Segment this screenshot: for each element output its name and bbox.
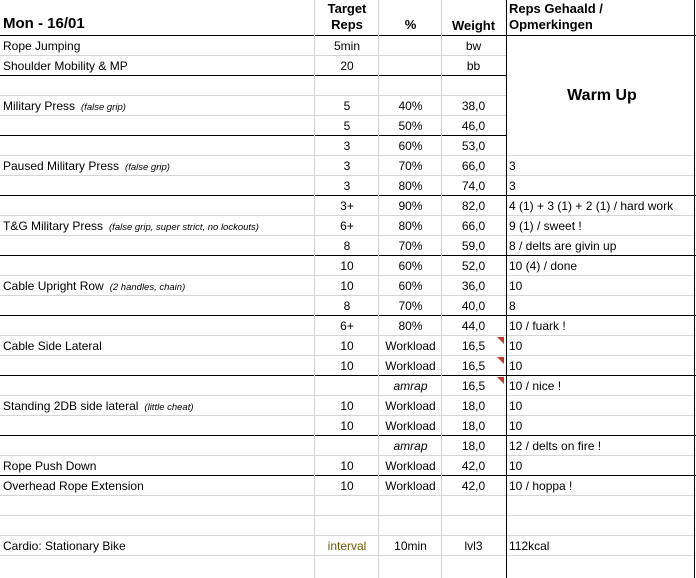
target-reps-cell: 6+ — [340, 219, 354, 233]
exercise-cell — [3, 56, 313, 76]
result-cell: 4 (1) + 3 (1) + 2 (1) / hard work — [509, 199, 674, 213]
result-cell: 10 (4) / done — [509, 259, 578, 273]
result-cell: 10 / hoppa ! — [509, 479, 573, 493]
percent-cell: 80% — [398, 319, 423, 333]
row-divider — [0, 335, 696, 336]
notes-header-line1: Reps Gehaald / — [509, 1, 603, 16]
row-divider — [0, 435, 696, 436]
percent-cell: 50% — [398, 119, 423, 133]
exercise-cell — [3, 456, 313, 476]
result-cell: 10 — [509, 459, 523, 473]
percent-cell: 90% — [398, 199, 423, 213]
weight-cell: 46,0 — [461, 119, 486, 133]
row-divider — [0, 355, 696, 356]
percent-cell: 60% — [398, 279, 423, 293]
percent-cell: 40% — [398, 99, 423, 113]
row-divider — [0, 535, 696, 536]
result-cell: 8 / delts are givin up — [509, 239, 617, 253]
target-reps-cell: 3 — [343, 139, 351, 153]
weight-cell: 38,0 — [461, 99, 486, 113]
percent-cell: Workload — [385, 359, 436, 373]
target-reps-cell: 5 — [343, 119, 351, 133]
result-cell: 10 — [509, 339, 523, 353]
column-divider — [441, 0, 442, 578]
percent-cell: Workload — [385, 419, 436, 433]
exercise-note: (false grip) — [81, 102, 126, 113]
exercise-cell — [3, 536, 313, 556]
target-reps-cell: 3 — [343, 159, 351, 173]
day-title: Mon - 16/01 — [3, 15, 85, 32]
weight-cell: 18,0 — [461, 419, 486, 433]
percent-cell: Workload — [385, 479, 436, 493]
row-divider — [0, 235, 696, 236]
target-reps-cell: 5 — [343, 99, 351, 113]
exercise-name: Shoulder Mobility & MP — [3, 59, 128, 73]
target-reps-header-line1: Target — [327, 1, 367, 16]
result-cell: 10 — [509, 359, 523, 373]
exercise-name: Rope Jumping — [3, 39, 81, 53]
result-cell: 112kcal — [509, 539, 550, 553]
row-divider — [0, 375, 696, 376]
row-divider — [0, 175, 696, 176]
percent-cell: amrap — [393, 439, 428, 453]
target-reps-cell: interval — [327, 539, 367, 553]
target-reps-cell: 10 — [340, 259, 354, 273]
result-cell: 10 / fuark ! — [509, 319, 566, 333]
exercise-name: Cable Side Lateral — [3, 339, 102, 353]
weight-cell: 16,5 — [461, 379, 486, 393]
target-reps-cell: 10 — [340, 479, 354, 493]
weight-cell: 66,0 — [461, 159, 486, 173]
row-divider — [0, 255, 696, 256]
result-cell: 8 — [509, 299, 516, 313]
row-divider — [0, 115, 507, 116]
row-divider — [0, 415, 696, 416]
result-cell: 10 — [509, 419, 523, 433]
weight-cell: 16,5 — [461, 359, 486, 373]
percent-cell: 60% — [398, 139, 423, 153]
percent-cell: 80% — [398, 219, 423, 233]
weight-cell: 66,0 — [461, 219, 486, 233]
result-cell: 9 (1) / sweet ! — [509, 219, 582, 233]
percent-cell: Workload — [385, 399, 436, 413]
column-divider — [378, 0, 379, 578]
row-divider — [0, 315, 696, 316]
percent-cell: 60% — [398, 259, 423, 273]
exercise-name: Paused Military Press — [3, 159, 120, 173]
weight-cell: 82,0 — [461, 199, 486, 213]
row-divider — [0, 95, 507, 96]
row-divider — [0, 475, 696, 476]
result-cell: 10 — [509, 279, 523, 293]
weight-cell: 42,0 — [461, 459, 486, 473]
column-divider — [694, 0, 695, 578]
percent-cell: 80% — [398, 179, 423, 193]
exercise-name: Military Press — [3, 99, 76, 113]
comment-indicator-icon[interactable] — [497, 377, 504, 384]
percent-cell: Workload — [385, 459, 436, 473]
result-cell: 10 — [509, 399, 523, 413]
target-reps-cell: 6+ — [340, 319, 354, 333]
result-cell: 3 — [509, 159, 516, 173]
percent-cell: 70% — [398, 239, 423, 253]
warm-up-label: Warm Up — [567, 87, 637, 104]
row-divider — [0, 155, 696, 156]
target-reps-header-line2: Reps — [331, 17, 363, 32]
weight-cell: 44,0 — [461, 319, 486, 333]
result-cell: 3 — [509, 179, 516, 193]
row-divider — [0, 35, 696, 36]
weight-cell: bb — [466, 59, 481, 73]
weight-cell: 36,0 — [461, 279, 486, 293]
target-reps-cell: 3 — [343, 179, 351, 193]
exercise-cell — [3, 336, 313, 356]
exercise-name: T&G Military Press — [3, 219, 104, 233]
row-divider — [0, 215, 696, 216]
target-reps-cell: 10 — [340, 459, 354, 473]
target-reps-cell: 8 — [343, 299, 351, 313]
column-divider — [314, 0, 315, 578]
target-reps-cell: 3+ — [340, 199, 354, 213]
comment-indicator-icon[interactable] — [497, 357, 504, 364]
row-divider — [0, 455, 696, 456]
weight-cell: lvl3 — [464, 539, 483, 553]
column-divider — [506, 0, 507, 578]
row-divider — [0, 295, 696, 296]
percent-cell: 70% — [398, 299, 423, 313]
exercise-name: Overhead Rope Extension — [3, 479, 144, 493]
target-reps-cell: 10 — [340, 399, 354, 413]
exercise-note: (2 handles, chain) — [109, 282, 186, 293]
percent-cell: 70% — [398, 159, 423, 173]
percent-header: % — [404, 17, 417, 32]
percent-cell: 10min — [394, 539, 427, 553]
weight-cell: 40,0 — [461, 299, 486, 313]
row-divider — [0, 395, 696, 396]
target-reps-cell: 10 — [340, 279, 354, 293]
row-divider — [0, 135, 507, 136]
target-reps-cell: 10 — [340, 339, 354, 353]
weight-header: Weight — [451, 18, 496, 33]
row-divider — [0, 55, 507, 56]
target-reps-cell: 10 — [340, 419, 354, 433]
weight-cell: 16,5 — [461, 339, 486, 353]
weight-cell: 42,0 — [461, 479, 486, 493]
result-cell: 12 / delts on fire ! — [509, 439, 602, 453]
notes-header-line2: Opmerkingen — [509, 17, 593, 32]
row-divider — [0, 495, 696, 496]
weight-cell: 52,0 — [461, 259, 486, 273]
exercise-name: Cardio: Stationary Bike — [3, 539, 126, 553]
target-reps-cell: 5min — [333, 39, 360, 53]
row-divider — [0, 275, 696, 276]
weight-cell: bw — [465, 39, 482, 53]
row-divider — [0, 75, 507, 76]
exercise-name: Rope Push Down — [3, 459, 97, 473]
exercise-cell — [3, 476, 313, 496]
row-divider — [0, 515, 696, 516]
row-divider — [0, 555, 696, 556]
target-reps-cell: 8 — [343, 239, 351, 253]
comment-indicator-icon[interactable] — [497, 337, 504, 344]
weight-cell: 18,0 — [461, 439, 486, 453]
row-divider — [0, 195, 696, 196]
exercise-note: (little cheat) — [144, 402, 194, 413]
exercise-note: (false grip, super strict, no lockouts) — [109, 222, 259, 233]
exercise-name: Standing 2DB side lateral — [3, 399, 139, 413]
target-reps-cell: 10 — [340, 359, 354, 373]
percent-cell: Workload — [385, 339, 436, 353]
weight-cell: 53,0 — [461, 139, 486, 153]
weight-cell: 74,0 — [461, 179, 486, 193]
weight-cell: 59,0 — [461, 239, 486, 253]
weight-cell: 18,0 — [461, 399, 486, 413]
target-reps-cell: 20 — [340, 59, 354, 73]
exercise-name: Cable Upright Row — [3, 279, 104, 293]
percent-cell: amrap — [393, 379, 428, 393]
exercise-cell — [3, 36, 313, 56]
result-cell: 10 / nice ! — [509, 379, 562, 393]
exercise-note: (false grip) — [125, 162, 170, 173]
